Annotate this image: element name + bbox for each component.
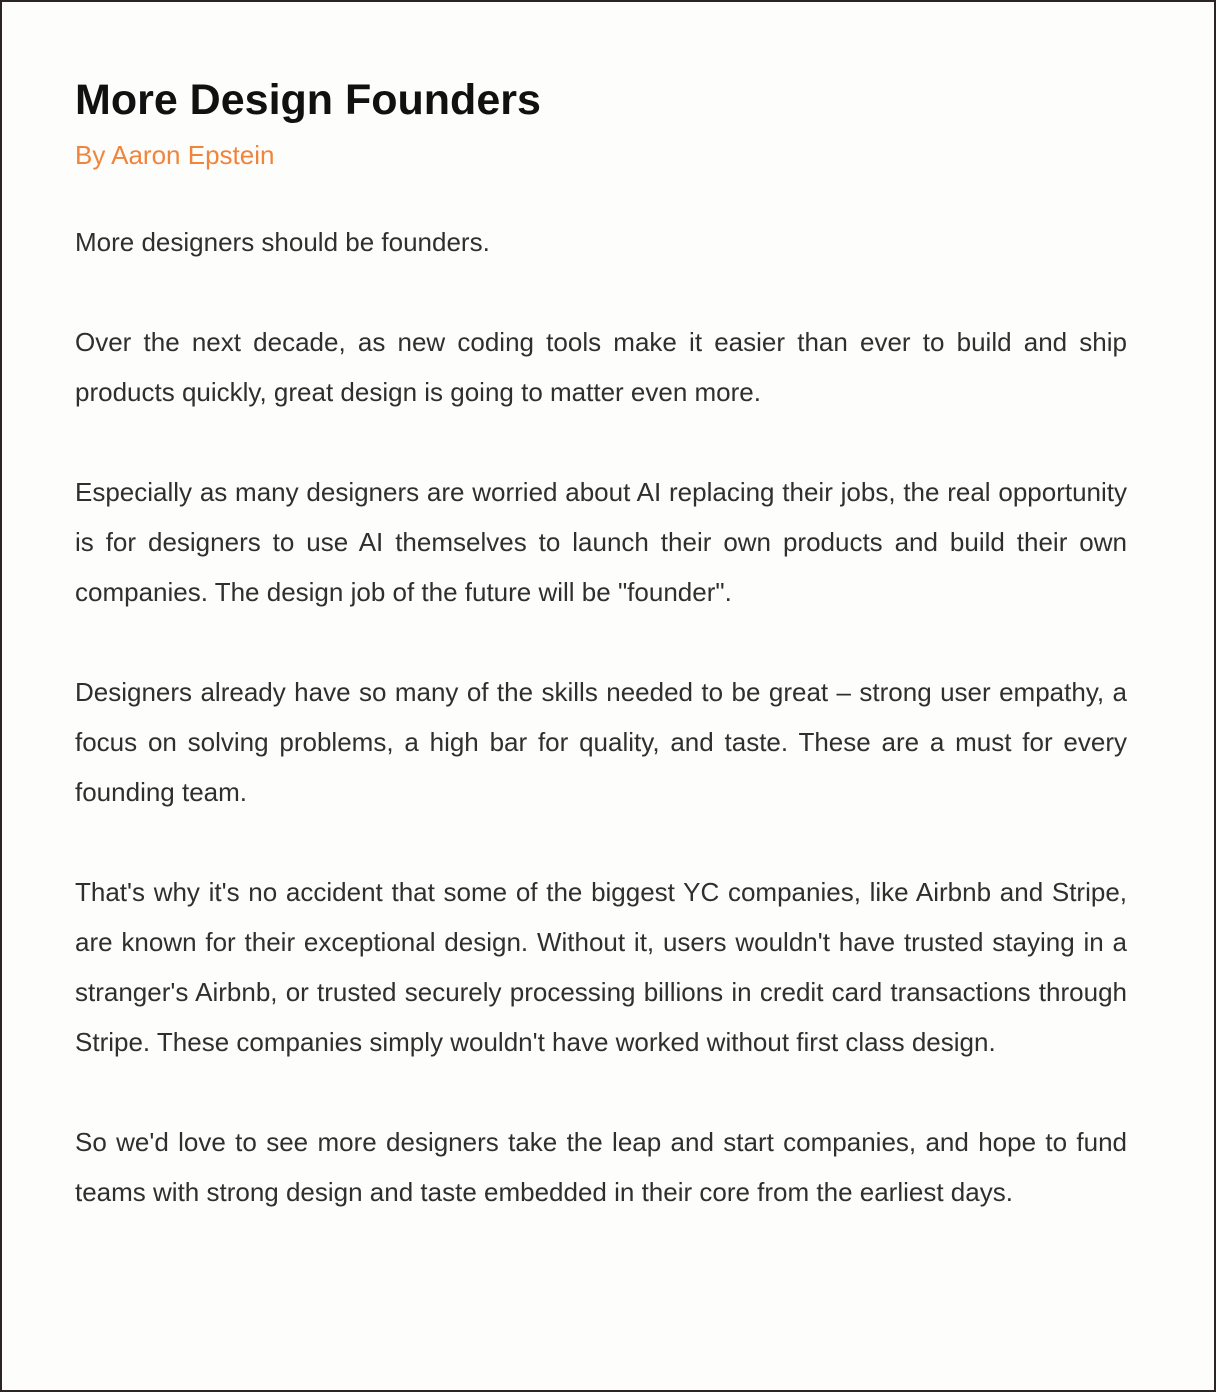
article-paragraph: So we'd love to see more designers take the leap and start companies, and hope to fund teams with strong design and taste embedded in their core from the earliest days.: [75, 1127, 1127, 1207]
article-byline: By Aaron Epstein: [75, 140, 275, 170]
article: [75, 72, 1127, 1267]
article-title: More Design Founders: [75, 76, 541, 124]
article-paragraph: Over the next decade, as new coding tools make it easier than ever to build and ship products quickly, great design is going to matter even more.: [75, 327, 1127, 407]
article-body: [75, 217, 1127, 1217]
article-paragraph: Especially as many designers are worried about AI replacing their jobs, the real opportunity is for designers to use AI themselves to launch their own products and build their own companies. The design job of the future will be "founder".: [75, 477, 1127, 607]
article-paragraph: Designers already have so many of the skills needed to be great – strong user empathy, a focus on solving problems, a high bar for quality, and taste. These are a must for every founding team.: [75, 677, 1127, 807]
article-paragraph: More designers should be founders.: [75, 227, 490, 257]
article-paragraph: That's why it's no accident that some of the biggest YC companies, like Airbnb and Stripe, are known for their exceptional design. Without it, users wouldn't have trusted staying in a stranger's Airbnb, or trusted securely processing billions in credit card transactions through Stripe. These companies simply wouldn't have worked without first class design.: [75, 877, 1127, 1057]
